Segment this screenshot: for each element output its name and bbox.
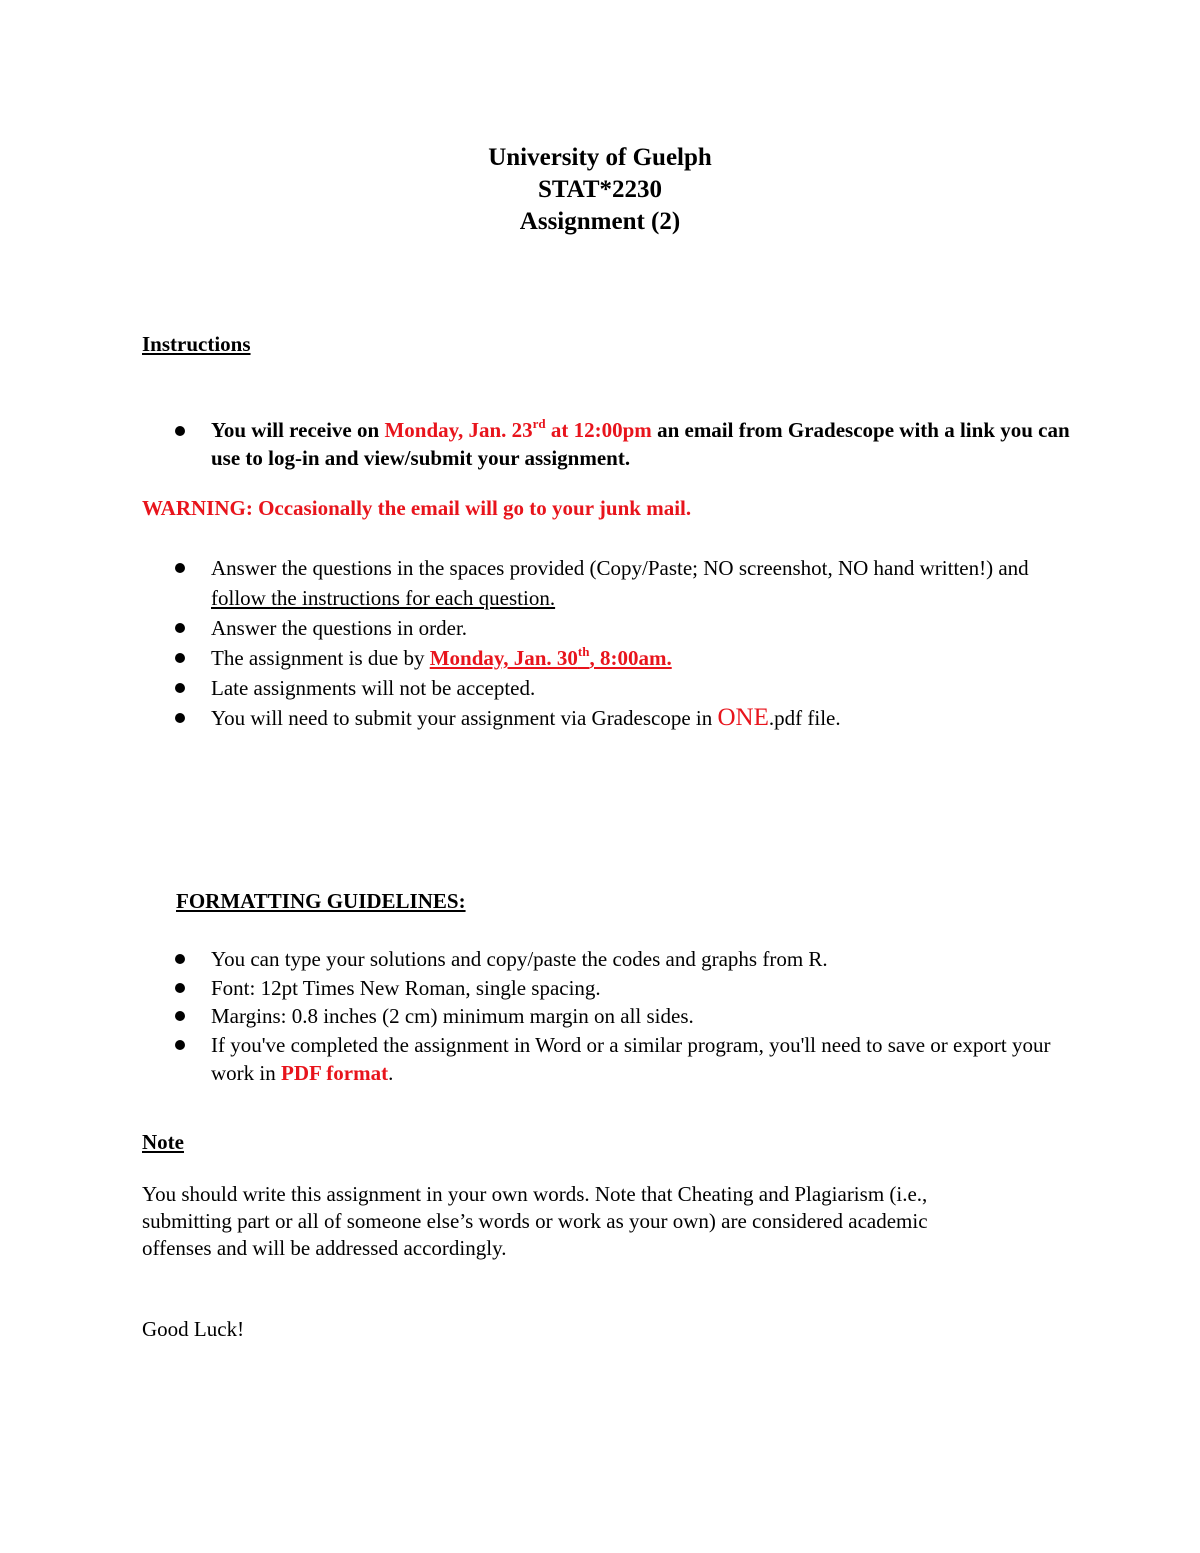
bullet-icon bbox=[175, 954, 185, 964]
note-paragraph: You should write this assignment in your own words. Note that Cheating and Plagiarism (i.e., submitting part or all of someone else’s words or work as your own) are considered academic offenses and will be addressed accordingly. bbox=[142, 1182, 928, 1260]
receive-date: Monday, Jan. 23rd at 12:00pm bbox=[384, 416, 652, 442]
course-code: STAT*2230 bbox=[537, 176, 663, 203]
instructions-list-primary bbox=[175, 416, 1075, 472]
instructions-heading: Instructions bbox=[142, 332, 251, 356]
formatting-heading: FORMATTING GUIDELINES: bbox=[176, 889, 466, 913]
closing-text: Good Luck! bbox=[142, 1317, 245, 1341]
due-date: Monday, Jan. 30th, 8:00am. bbox=[429, 644, 672, 670]
list-item: Answer the questions in order. bbox=[175, 613, 1075, 643]
list-item: The assignment is due by Monday, Jan. 30th, 8:00am. bbox=[175, 643, 1075, 673]
bullet-icon bbox=[175, 426, 185, 436]
list-item: If you've completed the assignment in Word or a similar program, you'll need to save or export your work in PDF format. bbox=[175, 1031, 1075, 1088]
list-item: Late assignments will not be accepted. bbox=[175, 673, 1075, 703]
bullet-icon bbox=[175, 713, 185, 723]
one-file-emphasis: ONE bbox=[717, 704, 769, 731]
list-item: Font: 12pt Times New Roman, single spacing. bbox=[175, 974, 1075, 1003]
university-name: University of Guelph bbox=[488, 144, 712, 171]
list-item: You will need to submit your assignment via Gradescope in ONE.pdf file. bbox=[175, 703, 1075, 733]
list-item: Margins: 0.8 inches (2 cm) minimum margin on all sides. bbox=[175, 1002, 1075, 1031]
title-block bbox=[0, 142, 1200, 238]
bullet-icon bbox=[175, 623, 185, 633]
bullet-icon bbox=[175, 1040, 185, 1050]
list-item: You will receive on Monday, Jan. 23rd at 12:00pm an email from Gradescope with a link you can use to log-in and view/submit your assignment. bbox=[175, 416, 1075, 472]
instructions-list bbox=[175, 553, 1075, 733]
formatting-list bbox=[175, 945, 1075, 1088]
list-item: Answer the questions in the spaces provided (Copy/Paste; NO screenshot, NO hand written!) and follow the instructions for each question. bbox=[175, 553, 1075, 613]
assignment-title: Assignment (2) bbox=[519, 208, 681, 235]
list-item: You can type your solutions and copy/paste the codes and graphs from R. bbox=[175, 945, 1075, 974]
pdf-format-emphasis: PDF format bbox=[281, 1061, 389, 1085]
bullet-icon bbox=[175, 653, 185, 663]
warning-text: WARNING: Occasionally the email will go to your junk mail. bbox=[142, 496, 692, 520]
bullet-icon bbox=[175, 1011, 185, 1021]
bullet-icon bbox=[175, 563, 185, 573]
bullet-icon bbox=[175, 683, 185, 693]
note-heading: Note bbox=[142, 1130, 184, 1154]
bullet-icon bbox=[175, 983, 185, 993]
